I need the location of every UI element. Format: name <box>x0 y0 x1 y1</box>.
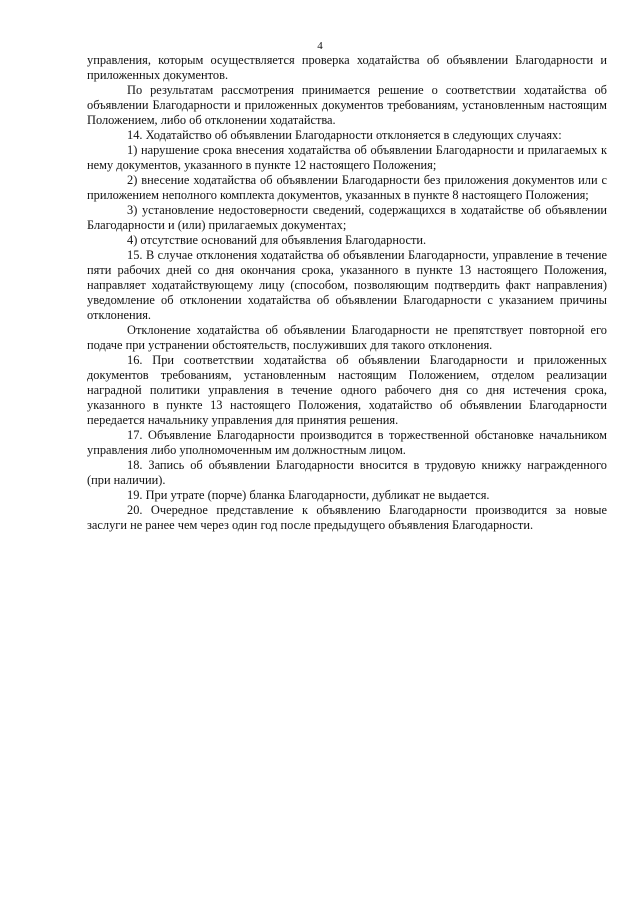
paragraph: 14. Ходатайство об объявлении Благодарности отклоняется в следующих случаях: <box>127 128 562 142</box>
list-item: 2) внесение ходатайства об объявлении Благодарности без приложения документов или с приложением неполного комплекта документов, указанных в пункте 8 настоящего Положения; <box>87 173 607 202</box>
paragraph: Отклонение ходатайства об объявлении Благодарности не препятствует повторной его подаче при устранении обстоятельств, послуживших для такого отклонения. <box>87 323 607 352</box>
paragraph: 15. В случае отклонения ходатайства об объявлении Благодарности, управление в течение пяти рабочих дней со дня окончания срока, указанного в пункте 13 настоящего Положения, направляет ходатайствующему лицу (способом, позволяющим подтвердить факт направления) уведомление об отклонении ходатайства об объявлении Благодарности с указанием причины отклонения. <box>87 248 607 322</box>
paragraph: По результатам рассмотрения принимается решение о соответствии ходатайства об объявлении Благодарности и приложенных документов требованиям, установленным настоящим Положением, либо об отклонении ходатайства. <box>87 83 607 127</box>
list-item: 3) установление недостоверности сведений, содержащихся в ходатайстве об объявлении Благодарности и (или) прилагаемых документах; <box>87 203 607 232</box>
list-item: 1) нарушение срока внесения ходатайства об объявлении Благодарности и прилагаемых к нему документов, указанного в пункте 12 настоящего Положения; <box>87 143 607 172</box>
page-number: 4 <box>317 40 323 52</box>
paragraph: 17. Объявление Благодарности производится в торжественной обстановке начальником управления либо уполномоченным им должностным лицом. <box>87 428 607 457</box>
paragraph: 20. Очередное представление к объявлению Благодарности производится за новые заслуги не ранее чем через один год после предыдущего объявления Благодарности. <box>87 503 607 532</box>
paragraph: 16. При соответствии ходатайства об объявлении Благодарности и приложенных документов требованиям, установленным настоящим Положением, отделом реализации наградной политики управления в течение одного рабочего дня со дня истечения срока, указанного в пункте 13 настоящего Положения, ходатайство об объявлении Благодарности передается начальнику управления для принятия решения. <box>87 353 607 427</box>
document-body <box>87 53 607 533</box>
paragraph: 19. При утрате (порче) бланка Благодарности, дубликат не выдается. <box>127 488 490 502</box>
paragraph: 18. Запись об объявлении Благодарности вносится в трудовую книжку награжденного (при наличии). <box>87 458 607 487</box>
list-item: 4) отсутствие оснований для объявления Благодарности. <box>127 233 427 247</box>
paragraph: управления, которым осуществляется проверка ходатайства об объявлении Благодарности и приложенных документов. <box>87 53 607 82</box>
